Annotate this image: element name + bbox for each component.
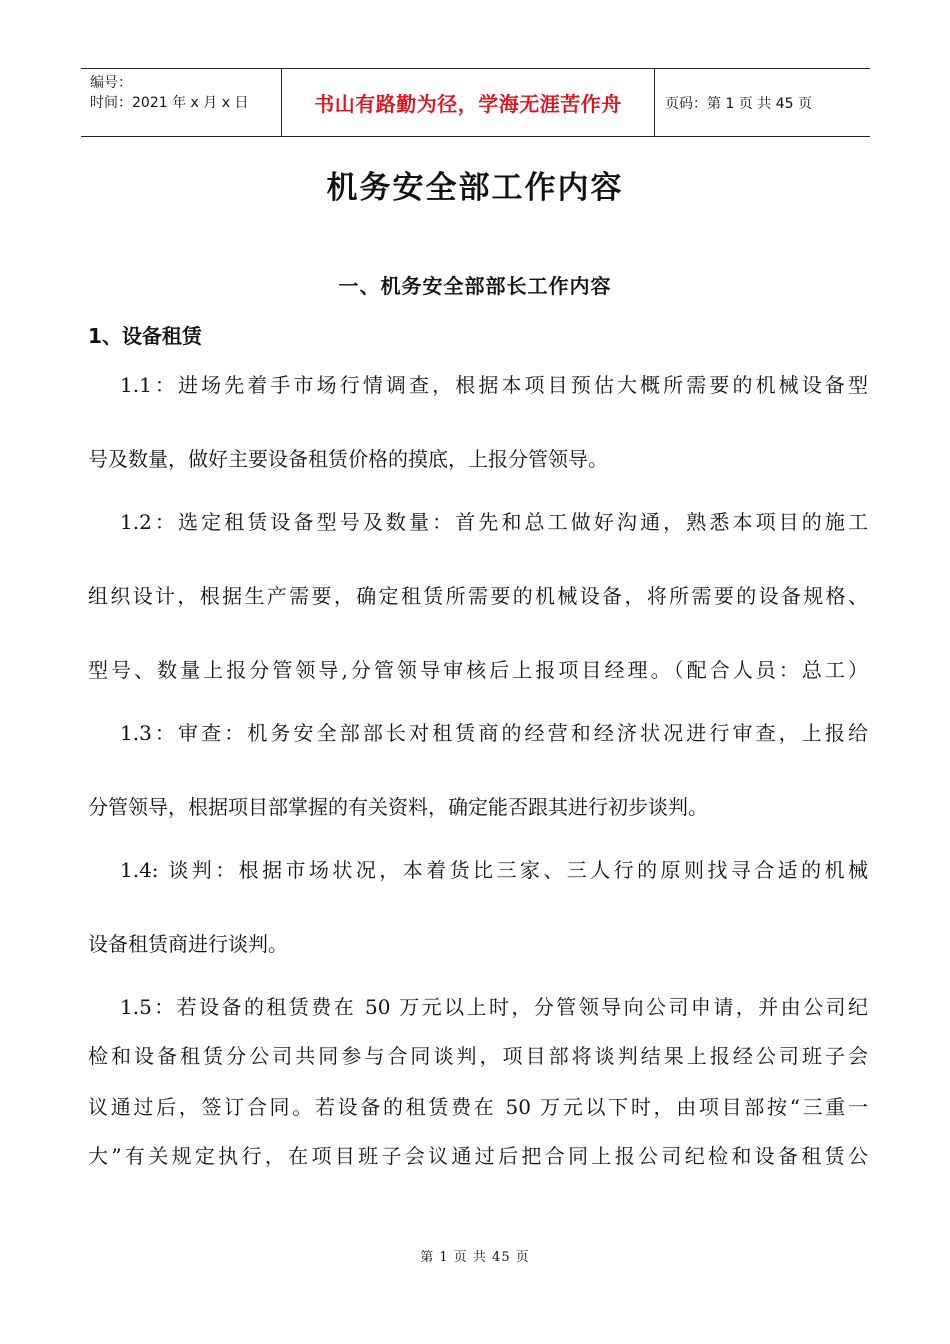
body-line: 组织设计，根据生产需要，确定租赁所需要的机械设备，将所需要的设备规格、 [88,584,868,608]
body-line: 1.1：进场先着手市场行情调查，根据本项目预估大概所需要的机械设备型 [120,373,868,397]
body-line: 分管领导，根据项目部掌握的有关资料，确定能否跟其进行初步谈判。 [88,795,708,819]
sub-heading: 1、设备租赁 [88,324,202,348]
document-title: 机务安全部工作内容 [326,170,624,206]
page-footer: 第 1 页 共 45 页 [420,1250,530,1265]
body-line: 1.5：若设备的租赁费在 50 万元以上时，分管领导向公司申请，并由公司纪 [120,995,868,1019]
body-line: 设备租赁商进行谈判。 [88,932,288,956]
body-line: 号及数量，做好主要设备租赁价格的摸底，上报分管领导。 [88,447,608,471]
body-line: 大”有关规定执行，在项目班子会议通过后把合同上报公司纪检和设备租赁公 [88,1144,868,1168]
number-label: 编号： [90,75,132,91]
body-line: 1.3：审查：机务安全部部长对租赁商的经营和经济状况进行审查，上报给 [120,721,868,745]
body-line: 议通过后，签订合同。若设备的租赁费在 50 万元以下时，由项目部按“三重一 [88,1095,868,1119]
header-page-info: 页码：第 1 页 共 45 页 [665,95,812,112]
time-label: 时间：2021 年 x 月 x 日 [90,95,249,111]
header-motto: 书山有路勤为径，学海无涯苦作舟 [281,69,655,136]
body-line: 1.2：选定租赁设备型号及数量：首先和总工做好沟通，熟悉本项目的施工 [120,510,868,534]
body-line: 1.4: 谈判：根据市场状况，本着货比三家、三人行的原则找寻合适的机械 [120,858,868,882]
body-line: 型号、数量上报分管领导,分管领导审核后上报项目经理。（配合人员：总工） [88,658,868,682]
body-line: 检和设备租赁分公司共同参与合同谈判，项目部将谈判结果上报经公司班子会 [88,1044,868,1068]
header-meta [81,69,281,136]
section-heading: 一、机务安全部部长工作内容 [338,274,612,298]
document-header [81,68,870,137]
